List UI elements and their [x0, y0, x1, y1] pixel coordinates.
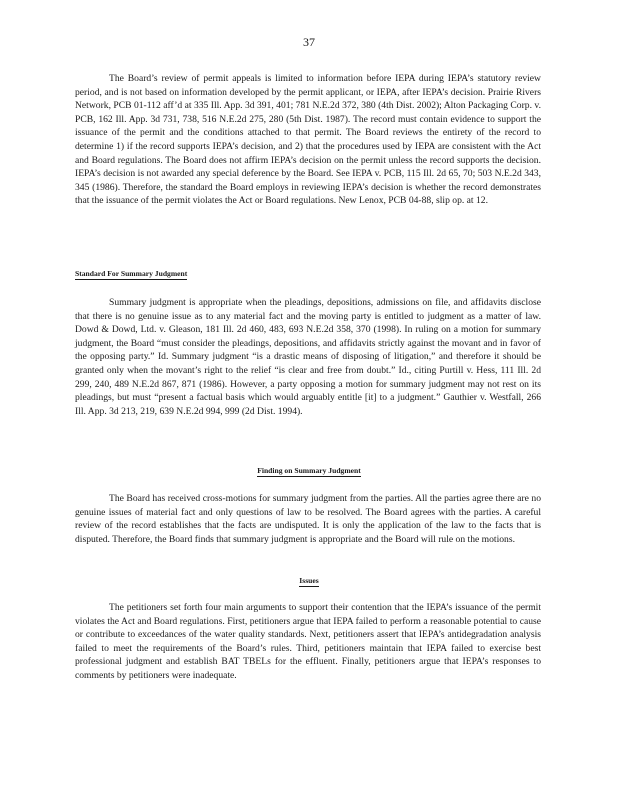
paragraph-standard-of-review: The Board’s review of permit appeals is limited to information before IEPA during IEPA’s statutory review period, and is not based on information developed by the permit applicant, or IEPA, after IEPA’s decision. Prairie Rivers Network, PCB 01-112 aff’d at 335 Ill. App. 3d 391, 401; 781 N.E.2d 372, 380 (4th Dist. 2002); Alton Packaging Corp. v. PCB, 162 Ill. App. 3d 731, 738, 516 N.E.2d 275, 280 (5th Dist. 1987). The record must contain evidence to support the issuance of the permit and the conditions attached to that permit. The Board reviews the entirety of the record to determine 1) if the record supports IEPA’s decision, and 2) that the procedures used by IEPA are consistent with the Act and Board regulations. The Board does not affirm IEPA’s decision on the permit unless the record supports the decision. IEPA’s decision is not awarded any special deference by the Board. See IEPA v. PCB, 115 Ill. 2d 65, 70; 503 N.E.2d 343, 345 (1986). Therefore, the standard the Board employs in reviewing IEPA’s decision is whether the record demonstrates that the issuance of the permit violates the Act or Board regulations. New Lenox, PCB 04-88, slip op. at 12. — [75, 73, 541, 207]
heading-underline — [257, 476, 361, 477]
paragraph-finding: The Board has received cross-motions for summary judgment from the parties. All the parties agree there are no genuine issues of material fact and only questions of law to be resolved. The Board agrees with the parties. A careful review of the record establishes that the facts are undisputed. It is only the application of the law to the facts that is disputed. Therefore, the Board finds that summary judgment is appropriate and the Board will rule on the motions. — [75, 493, 541, 545]
heading-text: Issues — [299, 576, 319, 585]
heading-underline — [75, 279, 187, 280]
heading-underline — [299, 586, 318, 587]
heading-text: Standard For Summary Judgment — [75, 269, 188, 278]
heading-issues — [0, 576, 618, 587]
paragraph-issues: The petitioners set forth four main arguments to support their contention that the IEPA’s issuance of the permit violates the Act and Board regulations. First, petitioners argue that IEPA failed to perform a reasonable potential to cause or contribute to exceedances of the water quality standards. Next, petitioners assert that IEPA’s antidegradation analysis failed to meet the requirements of the Board’s rules. Third, petitioners maintain that IEPA failed to exercise best professional judgment and establish BAT TBELs for the effluent. Finally, petitioners argue that IEPA’s responses to comments by petitioners were inadequate. — [75, 602, 541, 681]
heading-text: Finding on Summary Judgment — [257, 466, 361, 475]
paragraph-summary-judgment-standard: Summary judgment is appropriate when the pleadings, depositions, admissions on file, and affidavits disclose that there is no genuine issue as to any material fact and the moving party is entitled to judgment as a matter of law. Dowd & Dowd, Ltd. v. Gleason, 181 Ill. 2d 460, 483, 693 N.E.2d 358, 370 (1998). In ruling on a motion for summary judgment, the Board “must consider the pleadings, depositions, and affidavits strictly against the movant and in favor of the opposing party.” Id. Summary judgment “is a drastic means of disposing of litigation,” and therefore it should be granted only when the movant’s right to the relief “is clear and free from doubt.” Id., citing Purtill v. Hess, 111 Ill. 2d 299, 240, 489 N.E.2d 867, 871 (1986). However, a party opposing a motion for summary judgment may not rest on its pleadings, but must “present a factual basis which would arguably entitle [it] to a judgment.” Gauthier v. Westfall, 266 Ill. App. 3d 213, 219, 639 N.E.2d 994, 999 (2d Dist. 1994). — [75, 297, 541, 417]
heading-finding-on-summary-judgment — [0, 466, 618, 477]
page-number: 37 — [303, 35, 315, 49]
heading-standard-for-summary-judgment — [75, 269, 187, 280]
